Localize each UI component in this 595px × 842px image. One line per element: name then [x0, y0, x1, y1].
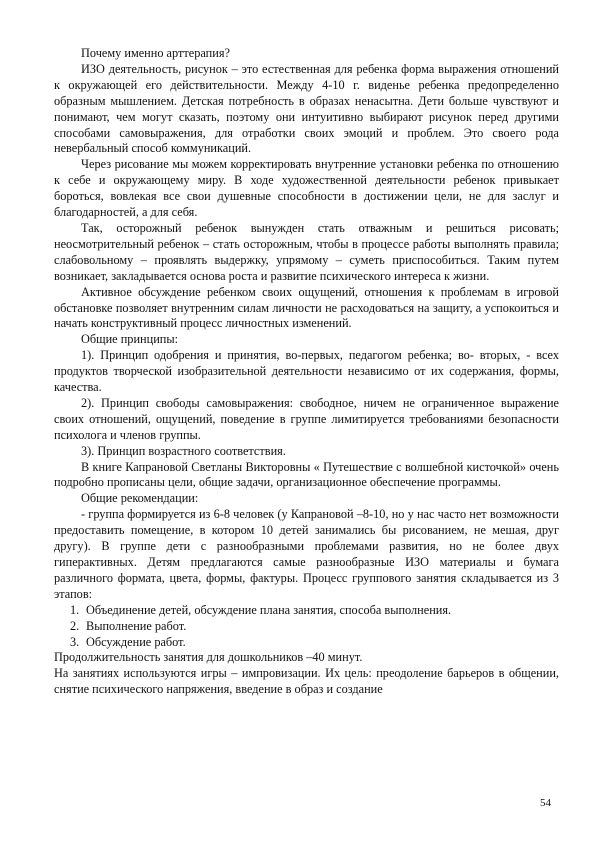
book-paragraph: В книге Капрановой Светланы Викторовны « Путешествие с волшебной кисточкой» очень подробно прописаны цели, общие задачи, организационное обеспечение программы.: [54, 459, 559, 490]
paragraph-drawing: Через рисование мы можем корректировать внутренние установки ребенка по отношению к себе и окружающему миру. В ходе художественной деятельности ребенок привыкает бороться, вовлекая все свои душевные способности в достижении цели, не для заслуг и благодарностей, а для себя.: [54, 157, 559, 220]
page-number: 54: [540, 797, 551, 809]
principles-heading: Общие принципы:: [81, 332, 179, 347]
list-number: 2.: [70, 618, 80, 633]
principle-3: 3). Принцип возрастного соответствия.: [81, 443, 286, 458]
recommendations-heading: Общие рекомендации:: [81, 491, 199, 506]
list-number: 1.: [70, 602, 80, 617]
list-text: Выполнение работ.: [86, 618, 187, 633]
list-item: [54, 635, 559, 651]
list-item: [54, 619, 559, 635]
games-paragraph: На занятиях используются игры – импровизации. Их цель: преодоление барьеров в общении, снятие психического напряжения, введение в образ и создание: [54, 666, 559, 697]
stages-list: [54, 603, 559, 651]
list-item: [54, 603, 559, 619]
section-title: Почему именно арттерапия?: [81, 46, 230, 60]
page-content: [54, 46, 559, 698]
paragraph-discussion: Активное обсуждение ребенком своих ощущений, отношения к проблемам в игровой обстановке позволяет внутренним силам личности не расходоваться на защиту, а успокоиться и начать конструктивный процесс личностных изменений.: [54, 284, 559, 331]
principle-1: 1). Принцип одобрения и принятия, во-первых, педагогом ребенка; во- вторых, - всех продуктов творческой изобразительной деятельности независимо от их содержания, формы, качества.: [54, 348, 559, 395]
paragraph-izo: ИЗО деятельность, рисунок – это естественная для ребенка форма выражения отношений к окружающей его действительности. Между 4-10 г. виденье ребенка предопределенно образным мышлением. Детская потребность в образах ненасытна. Дети больше чувствуют и понимают, чем могут сказать, поэтому они интуитивно выбирают рисунок перед другими способами самовыражения, для отработки своих эмоций и проблем. Это своего рода невербальный способ коммуникаций.: [54, 61, 559, 156]
recommendations-paragraph: - группа формируется из 6-8 человек (у Капрановой –8-10, но у нас часто нет возможности предоставить помещение, в котором 10 детей занимались бы рисованием, не мешая, друг другу). В группе дети с разнообразными проблемами развития, но не более двух гиперактивных. Детям предлагаются самые разнообразные ИЗО материалы и бумага различного формата, цвета, формы, фактуры. Процесс группового занятия складывается из 3 этапов:: [54, 507, 559, 601]
duration-line: Продолжительность занятия для дошкольников –40 минут.: [54, 650, 363, 665]
list-text: Объединение детей, обсуждение плана занятия, способа выполнения.: [86, 602, 452, 617]
paragraph-careful-child: Так, осторожный ребенок вынужден стать отважным и решиться рисовать; неосмотрительный ребенок – стать осторожным, чтобы в процессе работы выполнять правила; слабовольному – проявлять выдержку, упрямому – суметь приспособиться. Таким путем возникает, закладывается основа роста и развитие психического интереса к жизни.: [54, 220, 559, 283]
list-number: 3.: [70, 634, 80, 649]
list-text: Обсуждение работ.: [86, 634, 186, 649]
principle-2: 2). Принцип свободы самовыражения: свободное, ничем не ограниченное выражение своих отношений, ощущений, поведение в группе лимитируется требованиями безопасности психолога и членов группы.: [54, 395, 559, 442]
